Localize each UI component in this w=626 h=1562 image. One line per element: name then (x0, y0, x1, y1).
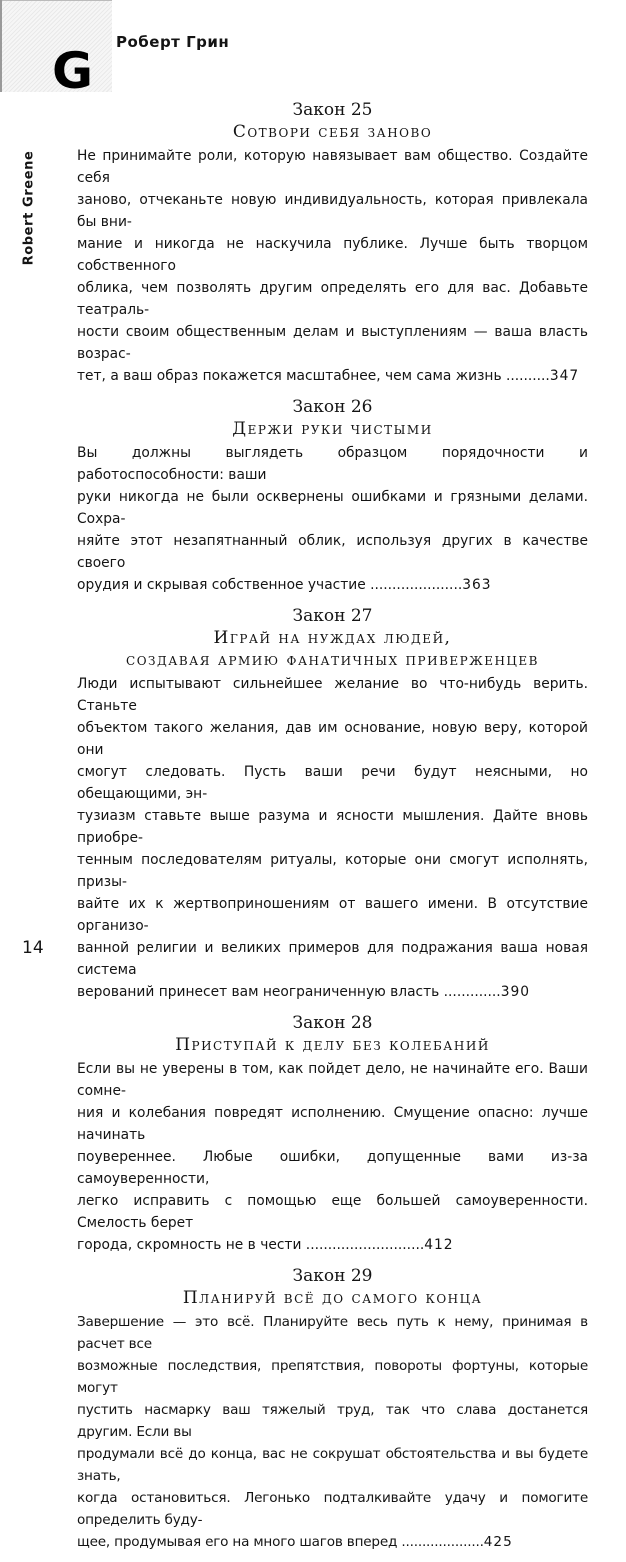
law-title-line-2: создавая армию фанатичных приверженцев (126, 650, 539, 670)
law-page-ref: 390 (500, 984, 531, 1000)
logo-letter: G (52, 42, 94, 100)
law-title: Держи руки чистыми (232, 419, 433, 439)
law-number: Закон 26 (292, 397, 373, 417)
law-entry-28 (77, 1012, 588, 1256)
law-title: Планируй всё до самого конца (182, 1288, 483, 1308)
corner-rule-horizontal (0, 0, 112, 1)
law-page-ref: 347 (549, 368, 580, 384)
law-number: Закон 29 (292, 1266, 373, 1286)
law-description (77, 1311, 588, 1553)
law-number: Закон 25 (292, 100, 373, 120)
law-page-ref: 363 (462, 577, 492, 593)
law-text-body: Завершение — это всё. Планируйте весь путь к нему, принимая в расчет все возможные последствия, препятствия, повороты фортуны, которые могут пустить насмарку ваш тяжелый труд, так что слава достанется другим. Если вы продумали всё до конца, вас не сокрушат обстоятельства и вы будете знать, когда остановиться. Легонько подталкивайте удачу и помогите определить буду- щее, продумывая его на много шагов вперед .................... (77, 1314, 588, 1550)
running-head-author: Роберт Грин (116, 33, 230, 51)
side-author-name: Robert Greene (21, 150, 37, 266)
law-title: Сотвори себя заново (232, 122, 433, 142)
law-title: Играй на нуждах людей, (213, 628, 452, 648)
contents-list (77, 99, 588, 1562)
law-description (77, 145, 588, 387)
law-entry-27 (77, 605, 588, 1003)
law-title: Приступай к делу без колебаний (175, 1035, 490, 1055)
law-entry-29 (77, 1265, 588, 1553)
law-page-ref: 425 (483, 1534, 513, 1550)
law-number: Закон 27 (292, 606, 373, 626)
law-number: Закон 28 (292, 1013, 373, 1033)
corner-rule-vertical (0, 0, 2, 92)
page-number: 14 (22, 938, 44, 958)
law-text-body: Если вы не уверены в том, как пойдет дело, не начинайте его. Ваши сомне- ния и колебания повредят исполнению. Смущение опасно: лучше начинать поувереннее. Любые ошибки, допущенные вами из-за самоуверенности, легко исправить с помощью еще большей самоуверенности. Смелость берет города, скромность не в чести ........................... (77, 1061, 588, 1253)
law-entry-26 (77, 396, 588, 596)
law-text-body: Вы должны выглядеть образцом порядочности и работоспособности: ваши руки никогда не были осквернены ошибками и грязными делами. Сохра- няйте этот незапятнанный облик, используя других в качестве своего орудия и скрывая собственное участие ..................... (77, 445, 588, 593)
law-description (77, 1058, 588, 1256)
law-description (77, 673, 588, 1003)
law-text-body: Не принимайте роли, которую навязывает вам общество. Создайте себя заново, отчеканьте новую индивидуальность, которая привлекала бы вни- мание и никогда не наскучила публике. Лучше быть творцом собственного облика, чем позволять другим определять его для вас. Добавьте театраль- ности своим общественным делам и выступлениям — ваша власть возрас- тет, а ваш образ покажется масштабнее, чем сама жизнь .......... (77, 148, 588, 384)
law-description (77, 442, 588, 596)
law-text-body: Люди испытывают сильнейшее желание во что-нибудь верить. Станьте объектом такого желания, дав им основание, новую веру, которой они смогут следовать. Пусть ваши речи будут неясными, но обещающими, эн- тузиазм ставьте выше разума и ясности мышления. Дайте вновь приобре- тенным последователям ритуалы, которые они смогут исполнять, призы- вайте их к жертвоприношениям от вашего имени. В отсутствие организо- ванной религии и великих примеров для подражания ваша новая система верований принесет вам неограниченную власть ............. (77, 676, 588, 1000)
law-page-ref: 412 (424, 1237, 454, 1253)
law-entry-25 (77, 99, 588, 387)
